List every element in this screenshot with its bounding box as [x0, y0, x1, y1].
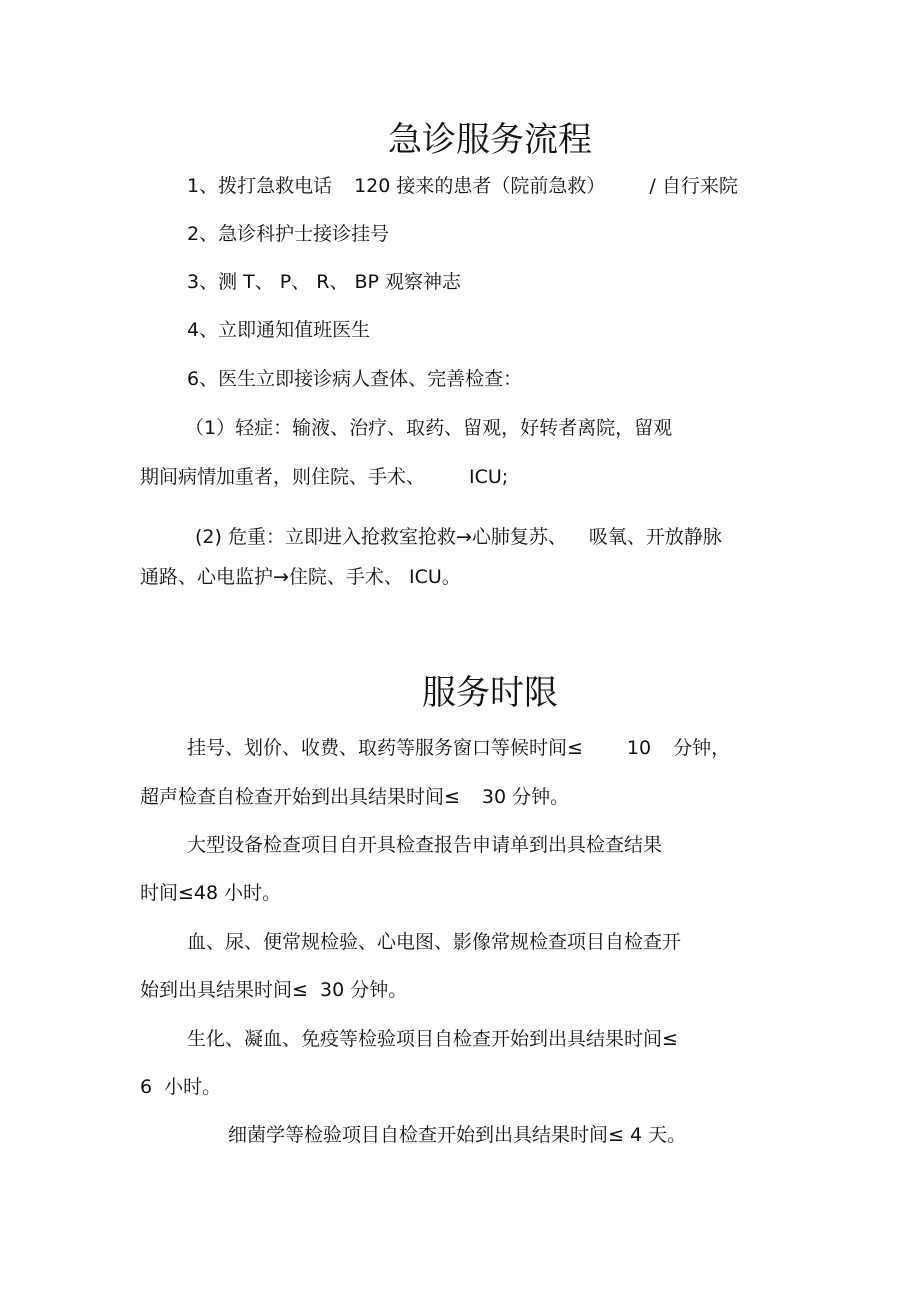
limit-window-wait — [187, 736, 730, 760]
mild-case-text: 期间病情加重者，则住院、手术、 — [140, 466, 426, 488]
process-step-1 — [187, 174, 738, 198]
limit-large-equipment-line-1: 大型设备检查项目自开具检查报告申请单到出具检查结果 — [187, 834, 663, 856]
title-emergency-process: 急诊服务流程 — [388, 120, 592, 160]
process-step-2: 2、急诊科护士接诊挂号 — [187, 223, 390, 245]
limit-bacteriology: 细菌学等检验项目自检查开始到出具结果时间≤ 4 天。 — [228, 1124, 687, 1146]
step-1-part-c: / 自行来院 — [649, 175, 738, 197]
limit-large-equipment-line-2: 时间≤48 小时。 — [140, 882, 282, 904]
mild-case-line-2 — [140, 465, 508, 489]
title-service-time-limits: 服务时限 — [422, 673, 558, 713]
severe-case-part-b: 吸氧、开放静脉 — [588, 526, 722, 548]
severe-case-part-a: (2) 危重：立即进入抢救室抢救→心肺复苏、 — [195, 526, 567, 548]
limit-routine-tests-line-1: 血、尿、便常规检验、心电图、影像常规检查项目自检查开 — [187, 931, 682, 953]
ultrasound-value: 30 分钟。 — [481, 786, 570, 808]
step-1-part-b: 120 接来的患者（院前急救） — [354, 175, 606, 197]
limit-biochem-line-2: 6 小时。 — [140, 1076, 222, 1098]
window-wait-text: 挂号、划价、收费、取药等服务窗口等候时间≤ — [187, 737, 583, 759]
mild-case-line-1: （1）轻症：输液、治疗、取药、留观，好转者离院，留观 — [185, 417, 673, 439]
process-step-3: 3、测 T、 P、 R、 BP 观察神志 — [187, 271, 462, 293]
severe-case-line-2: 通路、心电监护→住院、手术、 ICU。 — [140, 566, 461, 588]
mild-case-icu: ICU; — [469, 466, 509, 488]
step-1-part-a: 1、拨打急救电话 — [187, 175, 333, 197]
limit-biochem-line-1: 生化、凝血、免疫等检验项目自检查开始到出具结果时间≤ — [187, 1028, 678, 1050]
severe-case-line-1 — [195, 525, 722, 549]
process-step-4: 4、立即通知值班医生 — [187, 319, 371, 341]
window-wait-value: 10 — [626, 737, 652, 759]
limit-ultrasound — [140, 785, 569, 809]
window-wait-unit: 分钟， — [673, 737, 731, 759]
process-step-6: 6、医生立即接诊病人查体、完善检查： — [187, 368, 523, 390]
ultrasound-text: 超声检查自检查开始到出具结果时间≤ — [140, 786, 460, 808]
limit-routine-tests-line-2: 始到出具结果时间≤ 30 分钟。 — [140, 979, 408, 1001]
